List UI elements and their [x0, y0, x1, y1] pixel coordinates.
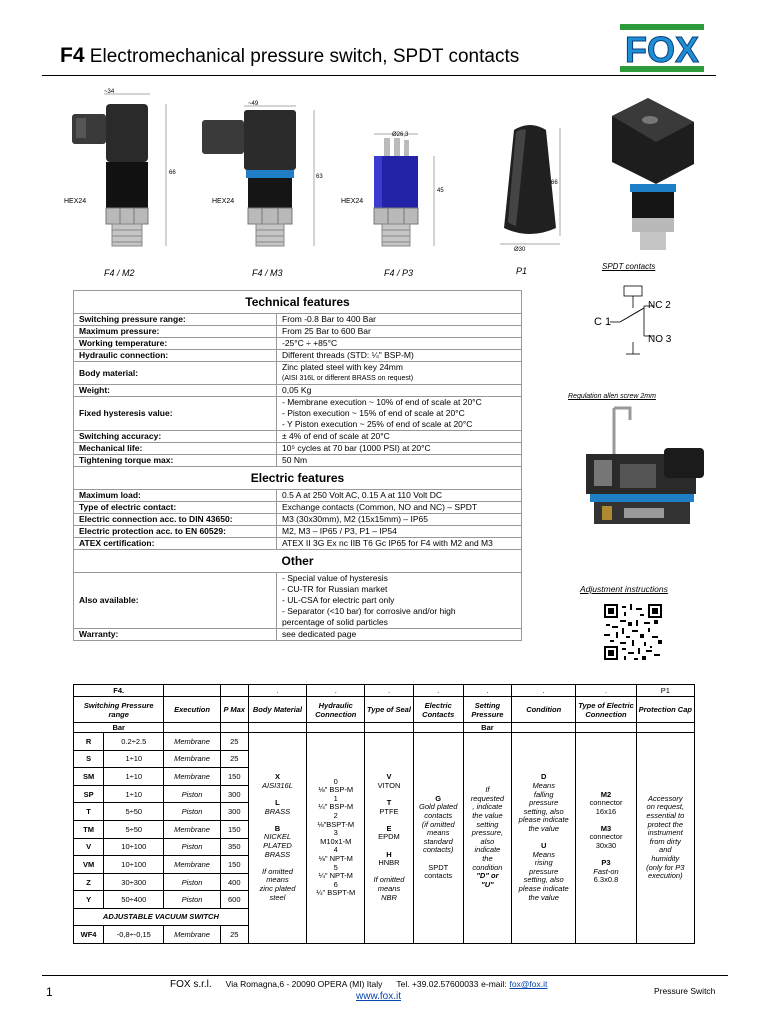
- range-cell: 1÷10: [104, 750, 164, 768]
- column-header: Body Material: [248, 697, 306, 723]
- table-row: [74, 538, 522, 550]
- hex-label-p3: HEX24: [341, 198, 364, 205]
- table-row: [74, 733, 695, 751]
- table-row: [74, 629, 522, 641]
- table-row: [74, 431, 522, 443]
- column-header: Setting Pressure: [463, 697, 511, 723]
- row-label: Electric connection acc. to DIN 43650:: [74, 514, 277, 526]
- table-row: [74, 490, 522, 502]
- column-header: Electric Contacts: [413, 697, 463, 723]
- row-label: Warranty:: [74, 629, 277, 641]
- column-header: Condition: [512, 697, 576, 723]
- order-top-cell: [164, 685, 220, 697]
- code-cell: S: [74, 750, 104, 768]
- caption-f4-m3: F4 / M3: [252, 268, 283, 278]
- dim-p3-height: 45: [437, 188, 444, 194]
- code-cell: Y: [74, 891, 104, 909]
- code-cell: WF4: [74, 925, 104, 943]
- table-row: [74, 338, 522, 350]
- row-value: 0,05 Kg: [277, 385, 522, 397]
- row-value: From 25 Bar to 600 Bar: [277, 326, 522, 338]
- dim-m3-height: 63: [316, 174, 323, 180]
- row-value-line: - CU-TR for Russian market: [282, 584, 388, 594]
- row-label: ATEX certification:: [74, 538, 277, 550]
- column-header: Type of Seal: [365, 697, 413, 723]
- document-name: Pressure Switch: [654, 986, 716, 996]
- header-divider: [42, 75, 716, 76]
- order-top-cell: .: [576, 685, 636, 697]
- order-code-table: [73, 684, 695, 944]
- order-top-cell: .: [463, 685, 511, 697]
- execution-cell: Membrane: [164, 820, 220, 838]
- row-label: Weight:: [74, 385, 277, 397]
- row-label: Switching accuracy:: [74, 431, 277, 443]
- code-cell: R: [74, 733, 104, 751]
- footer-divider: [42, 975, 728, 976]
- pmax-cell: 300: [220, 785, 248, 803]
- execution-cell: Piston: [164, 785, 220, 803]
- execution-cell: Piston: [164, 891, 220, 909]
- row-label: Switching pressure range:: [74, 314, 277, 326]
- row-value: Different threads (STD: ¼" BSP-M): [277, 350, 522, 362]
- code-cell: SM: [74, 768, 104, 786]
- order-top-cell: P1: [636, 685, 694, 697]
- column-header: Switching Pressure range: [74, 697, 164, 723]
- order-top-cell: .: [512, 685, 576, 697]
- execution-cell: Membrane: [164, 733, 220, 751]
- code-cell: Z: [74, 873, 104, 891]
- row-label: Type of electric contact:: [74, 502, 277, 514]
- row-label: Tightening torque max:: [74, 455, 277, 467]
- table-row: [74, 314, 522, 326]
- pmax-cell: 150: [220, 820, 248, 838]
- f4-m2-image: [66, 86, 178, 256]
- row-value-line: - Separator (<10 bar) for corrosive and/or high: [282, 606, 456, 616]
- pmax-cell: 25: [220, 733, 248, 751]
- order-top-cell: [220, 685, 248, 697]
- unit-cell: Bar: [463, 723, 511, 733]
- logo-text: FOX: [624, 29, 700, 70]
- execution-cell: Membrane: [164, 768, 220, 786]
- email-label: e-mail:: [481, 979, 507, 989]
- row-value-line: - UL-CSA for electric part only: [282, 595, 395, 605]
- table-row: [74, 397, 522, 431]
- f4-p3-image: [340, 128, 452, 258]
- row-label: Hydraulic connection:: [74, 350, 277, 362]
- execution-cell: Piston: [164, 838, 220, 856]
- range-cell: 50÷400: [104, 891, 164, 909]
- regulation-caption: Regulation allen screw 2mm: [568, 393, 656, 400]
- row-value-line: - Piston execution ~ 15% of end of scale at 20°C: [282, 408, 465, 418]
- dim-m2-height: 66: [169, 170, 176, 176]
- code-cell: V: [74, 838, 104, 856]
- spdt-caption: SPDT contacts: [602, 262, 656, 271]
- code-cell: SP: [74, 785, 104, 803]
- row-value: ATEX II 3G Ex nc IIB T6 Gc IP65 for F4 with M2 and M3: [277, 538, 522, 550]
- execution-cell: Piston: [164, 873, 220, 891]
- setting-pressure-cell: If requested , indicate the value setting pressure, also indicate the condition "D" or "U": [463, 733, 511, 944]
- section-electric: Electric features: [74, 467, 522, 490]
- row-value: M2, M3 – IP65 / P3, P1 – IP54: [277, 526, 522, 538]
- hex-label-m3: HEX24: [212, 198, 235, 205]
- code-cell: TM: [74, 820, 104, 838]
- row-value-line: - Y Piston execution ~ 25% of end of scale at 20°C: [282, 419, 473, 429]
- order-top-cell: .: [365, 685, 413, 697]
- pmax-cell: 600: [220, 891, 248, 909]
- row-value: see dedicated page: [277, 629, 522, 641]
- row-value: Exchange contacts (Common, NO and NC) – SPDT: [277, 502, 522, 514]
- table-row: [74, 514, 522, 526]
- pmax-cell: 350: [220, 838, 248, 856]
- vacuum-switch-label: ADJUSTABLE VACUUM SWITCH: [74, 908, 249, 925]
- execution-cell: Membrane: [164, 925, 220, 943]
- product-code: F4: [60, 44, 85, 67]
- pmax-cell: 25: [220, 925, 248, 943]
- execution-cell: Membrane: [164, 856, 220, 874]
- order-top-cell: F4.: [74, 685, 164, 697]
- title-text: Electromechanical pressure switch, SPDT contacts: [84, 46, 520, 67]
- footer-contact: [170, 979, 547, 990]
- adjustment-instructions-caption: Adjustment instructions: [580, 584, 668, 594]
- range-cell: 10÷100: [104, 838, 164, 856]
- row-value-line: percentage of solid particles: [282, 617, 388, 627]
- page-number: 1: [46, 985, 53, 999]
- qr-code-image[interactable]: [604, 604, 662, 660]
- condition-cell: D Means falling pressure setting, also please indicate the value U Means rising pressure setting, also please indicate the value: [512, 733, 576, 944]
- company-phone: Tel. +39.02.57600033: [396, 979, 479, 989]
- pmax-cell: 300: [220, 803, 248, 821]
- row-value: From -0.8 Bar to 400 Bar: [277, 314, 522, 326]
- range-cell: 0.2÷2.5: [104, 733, 164, 751]
- row-value: -25°C ÷ +85°C: [277, 338, 522, 350]
- pmax-cell: 150: [220, 768, 248, 786]
- dim-p3-diameter: Ø26,3: [392, 132, 409, 138]
- table-row: [74, 362, 522, 385]
- row-value: 0.5 A at 250 Volt AC, 0.15 A at 110 Volt DC: [277, 490, 522, 502]
- technical-features-table: [73, 290, 522, 641]
- range-cell: -0,8÷-0,15: [104, 925, 164, 943]
- order-top-cell: .: [307, 685, 365, 697]
- seal-type-cell: V VITON T PTFE E EPDM H HNBR If omitted means NBR: [365, 733, 413, 944]
- table-row: [74, 502, 522, 514]
- row-value-note: (AISI 316L or different BRASS on request): [282, 375, 414, 382]
- unit-cell: Bar: [74, 723, 164, 733]
- caption-f4-p3: F4 / P3: [384, 268, 414, 278]
- regulation-cutaway-image: [580, 404, 708, 534]
- company-name: FOX s.r.l.: [170, 979, 212, 990]
- dim-m3-width: ~49: [248, 101, 259, 107]
- table-row: [74, 385, 522, 397]
- hex-label-m2: HEX24: [64, 198, 87, 205]
- fox-logo: [620, 24, 704, 72]
- spdt-no-label: NO 3: [648, 334, 672, 345]
- table-row: [74, 526, 522, 538]
- email-link[interactable]: fox@fox.it: [509, 979, 548, 989]
- row-label: Working temperature:: [74, 338, 277, 350]
- execution-cell: Membrane: [164, 750, 220, 768]
- section-technical: Technical features: [74, 291, 522, 314]
- range-cell: 1÷10: [104, 768, 164, 786]
- electric-connection-cell: M2 connector 16x16 M3 connector 30x30 P3 Fast-on 6.3x0.8: [576, 733, 636, 944]
- section-other: Other: [74, 550, 522, 573]
- connector-image: [604, 92, 700, 252]
- range-cell: 10÷100: [104, 856, 164, 874]
- dim-p1-diameter: Ø30: [514, 247, 526, 253]
- row-label: Maximum pressure:: [74, 326, 277, 338]
- row-value: 50 Nm: [277, 455, 522, 467]
- spdt-c-label: C 1: [594, 316, 612, 328]
- table-row: [74, 326, 522, 338]
- range-cell: 1÷10: [104, 785, 164, 803]
- order-top-cell: .: [248, 685, 306, 697]
- hydraulic-connection-cell: 0 ⅛" BSP-M 1 ¼" BSP-M 2 ⅛"BSPT-M 3 M10x1-M 4 ⅛" NPT-M 5 ¼" NPT-M 6 ¼" BSPT-M: [307, 733, 365, 944]
- table-row: [74, 443, 522, 455]
- range-cell: 5÷50: [104, 820, 164, 838]
- row-label: Fixed hysteresis value:: [74, 397, 277, 431]
- row-label: Maximum load:: [74, 490, 277, 502]
- electric-contacts-cell: G Gold plated contacts (if omitted means standard contacts) SPDT contacts: [413, 733, 463, 944]
- body-material-cell: X AISI316L L BRASS B NICKEL PLATED BRASS If omitted means zinc plated steel: [248, 733, 306, 944]
- f4-m3-image: [200, 100, 330, 260]
- order-top-cell: .: [413, 685, 463, 697]
- website-link[interactable]: www.fox.it: [356, 991, 402, 1002]
- column-header: P Max: [220, 697, 248, 723]
- code-cell: VM: [74, 856, 104, 874]
- pmax-cell: 400: [220, 873, 248, 891]
- caption-p1: P1: [516, 266, 528, 276]
- table-row: [74, 350, 522, 362]
- pmax-cell: 25: [220, 750, 248, 768]
- row-value-line: - Membrane execution ~ 10% of end of scale at 20°C: [282, 397, 482, 407]
- row-value: 10⁵ cycles at 70 bar (1000 PSI) at 20°C: [277, 443, 522, 455]
- range-cell: 5÷50: [104, 803, 164, 821]
- pmax-cell: 150: [220, 856, 248, 874]
- p1-cap-image: [490, 118, 572, 258]
- row-value: ± 4% of end of scale at 20°C: [277, 431, 522, 443]
- row-label: Mechanical life:: [74, 443, 277, 455]
- row-label: Body material:: [74, 362, 277, 385]
- table-row: [74, 573, 522, 629]
- range-cell: 30÷300: [104, 873, 164, 891]
- column-header: Execution: [164, 697, 220, 723]
- table-row: [74, 455, 522, 467]
- column-header: Hydraulic Connection: [307, 697, 365, 723]
- column-header: Type of Electric Connection: [576, 697, 636, 723]
- dim-m2-width: ~34: [104, 89, 115, 95]
- protection-cap-cell: Accessory on request, essential to protect the instrument from dirty and humidity (only for P3 execution): [636, 733, 694, 944]
- row-value: M3 (30x30mm), M2 (15x15mm) – IP65: [277, 514, 522, 526]
- spdt-nc-label: NC 2: [648, 300, 671, 311]
- row-label: Electric protection acc. to EN 60529:: [74, 526, 277, 538]
- row-label: Also available:: [74, 573, 277, 629]
- company-address: Via Romagna,6 - 20090 OPERA (MI) Italy: [225, 979, 383, 989]
- page-title: [60, 44, 519, 68]
- column-header: Protection Cap: [636, 697, 694, 723]
- dim-p1-height: 66: [551, 180, 558, 186]
- execution-cell: Piston: [164, 803, 220, 821]
- caption-f4-m2: F4 / M2: [104, 268, 135, 278]
- row-value: Zinc plated steel with key 24mm: [282, 362, 403, 372]
- row-value-line: - Special value of hysteresis: [282, 573, 388, 583]
- code-cell: T: [74, 803, 104, 821]
